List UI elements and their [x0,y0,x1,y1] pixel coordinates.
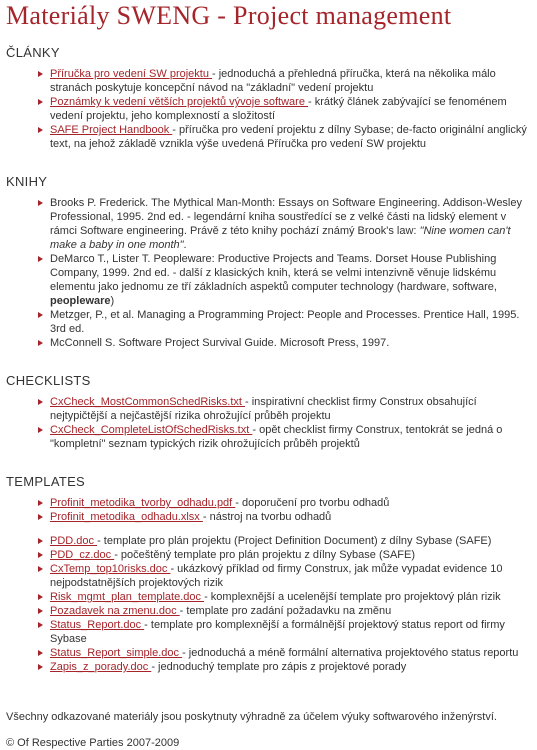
link-status-report-simple[interactable]: Status_Report_simple.doc [50,647,183,659]
list-item [50,496,531,510]
list-item [50,510,531,524]
list-item [50,646,531,660]
triangle-bullet-icon [38,514,43,520]
section-knihy [6,174,531,350]
link-pdd-cz[interactable]: PDD_cz.doc [50,549,115,561]
list-item [50,590,531,604]
list-item [50,548,531,562]
item-desc: - příručka pro vedení projektu z dílny Sybase; de-facto originální anglický text, na jehož základě vznikla výše uvedená Příručka pro vedení SW projektu [50,124,527,150]
triangle-bullet-icon [38,664,43,670]
link-pdd[interactable]: PDD.doc [50,535,98,547]
list-item [50,67,531,95]
triangle-bullet-icon [38,127,43,133]
list-item [50,308,531,336]
item-desc: - nástroj na tvorbu odhadů [202,511,332,523]
triangle-bullet-icon [38,538,43,544]
section-clanky [6,45,531,151]
item-desc: - template pro plán projektu (Project Definition Document) z dílny Sybase (SAFE) [97,535,492,547]
book-brooks: Brooks P. Frederick. The Mythical Man-Month: Essays on Software Engineering. Addison-Wesley Professional, 1995. 2nd ed. - legendární kniha soustředící se z velké části na lidský element v rámci Software engineering. Právě z této knihy pochází známý Brook's law: [50,197,522,237]
link-cxtemp-top10risks[interactable]: CxTemp_top10risks.doc [50,563,171,575]
section-title-clanky: ČLÁNKY [6,45,60,60]
link-cxcheck-complete-list[interactable]: CxCheck_CompleteListOfSchedRisks.txt [50,424,253,436]
knihy-list [6,196,531,350]
link-profinit-metodika-tvorby[interactable]: Profinit_metodika_tvorby_odhadu.pdf [50,497,236,509]
link-prirucka[interactable]: Příručka pro vedení SW projektu [50,68,213,80]
brooks-law-quote: "Nine women can't make a baby in one month" [50,225,511,251]
list-item [50,336,531,350]
triangle-bullet-icon [38,312,43,318]
item-desc: - opět checklist firmy Construx, tentokrát se jedná o "kompletní" seznam typických rizik ohrožujících průběh projektů [50,424,503,450]
triangle-bullet-icon [38,256,43,262]
triangle-bullet-icon [38,71,43,77]
triangle-bullet-icon [38,427,43,433]
book-demarco: DeMarco T., Lister T. Peopleware: Productive Projects and Teams. Dorset House Publishing Company, 1999. 2nd ed. - další z klasických knih, která se velmi intenzivně věnuje lidskému elementu jako jednomu ze tří základních aspektů computer technology (hardware, software, [50,253,497,293]
section-title-templates: TEMPLATES [6,474,86,489]
item-desc: - doporučení pro tvorbu odhadů [235,497,390,509]
clanky-list [6,67,531,151]
footer-copyright: © Of Respective Parties 2007-2009 [6,737,180,749]
triangle-bullet-icon [38,608,43,614]
item-desc: - jednoduchý template pro zápis z projektové porady [151,661,407,673]
list-item [50,534,531,548]
triangle-bullet-icon [38,99,43,105]
triangle-bullet-icon [38,566,43,572]
page-title: Materiály SWENG - Project management [6,1,452,30]
item-desc: - počeštěný template pro plán projektu z dílny Sybase (SAFE) [114,549,416,561]
link-cxcheck-most-common[interactable]: CxCheck_MostCommonSchedRisks.txt [50,396,246,408]
link-poznamky[interactable]: Poznámky k vedení větších projektů vývoje software [50,96,309,108]
footer-notice: Všechny odkazované materiály jsou poskytnuty výhradně za účelem výuky softwarového inženýrství. [6,711,497,723]
checklists-list [6,395,531,451]
triangle-bullet-icon [38,399,43,405]
triangle-bullet-icon [38,552,43,558]
triangle-bullet-icon [38,200,43,206]
item-tail: ) [110,295,115,307]
triangle-bullet-icon [38,622,43,628]
triangle-bullet-icon [38,594,43,600]
triangle-bullet-icon [38,650,43,656]
peopleware-term: peopleware [50,295,111,307]
book-mcconnell: McConnell S. Software Project Survival Guide. Microsoft Press, 1997. [50,337,390,349]
section-templates [6,474,531,674]
section-title-checklists: CHECKLISTS [6,373,91,388]
book-metzger: Metzger, P., et al. Managing a Programming Project: People and Processes. Prentice Hall, 1995. 3rd ed. [50,309,520,335]
section-checklists [6,373,531,451]
list-item [50,618,531,646]
item-desc: - krátký článek zabývající se fenoménem vedení projektu, jeho komplexností a složitostí [50,96,507,122]
link-zapis-z-porady[interactable]: Zapis_z_porady.doc [50,661,152,673]
list-item [50,252,531,308]
list-item [50,423,531,451]
footer [6,710,531,750]
section-title-knihy: KNIHY [6,174,48,189]
list-item [50,562,531,590]
list-item [50,604,531,618]
item-desc: - template pro zadání požadavku na změnu [179,605,392,617]
item-desc: - jednoduchá a přehledná příručka, která na několika málo stranách poskytuje koncepční návod na "základní" vedení projektu [50,68,496,94]
list-item [50,196,531,252]
item-desc: - jednoduchá a méně formální alternativa projektového status reportu [182,647,519,659]
triangle-bullet-icon [38,340,43,346]
templates-list-1 [6,496,531,524]
list-item [50,95,531,123]
link-safe-handbook[interactable]: SAFE Project Handbook [50,124,173,136]
link-risk-mgmt-plan[interactable]: Risk_mgmt_plan_template.doc [50,591,205,603]
list-item [50,395,531,423]
link-pozadavek-na-zmenu[interactable]: Pozadavek na zmenu.doc [50,605,180,617]
item-desc: - komplexnější a ucelenější template pro projektový plán rizik [204,591,501,603]
link-profinit-metodika-odhadu[interactable]: Profinit_metodika_odhadu.xlsx [50,511,203,523]
triangle-bullet-icon [38,500,43,506]
list-item [50,660,531,674]
item-desc: - ukázkový příklad od firmy Construx, jak může vypadat evidence 10 nejpodstatnějších projektových rizik [50,563,503,589]
templates-list-2 [6,534,531,674]
item-tail: . [183,239,187,251]
item-desc: - inspirativní checklist firmy Construx obsahující nejtypičtější a nejčastější rizika ohrožující průběh projektu [50,396,477,422]
item-desc: - template pro komplexnější a formálnější projektový status report od firmy Sybase [50,619,505,645]
list-item [50,123,531,151]
link-status-report[interactable]: Status_Report.doc [50,619,145,631]
